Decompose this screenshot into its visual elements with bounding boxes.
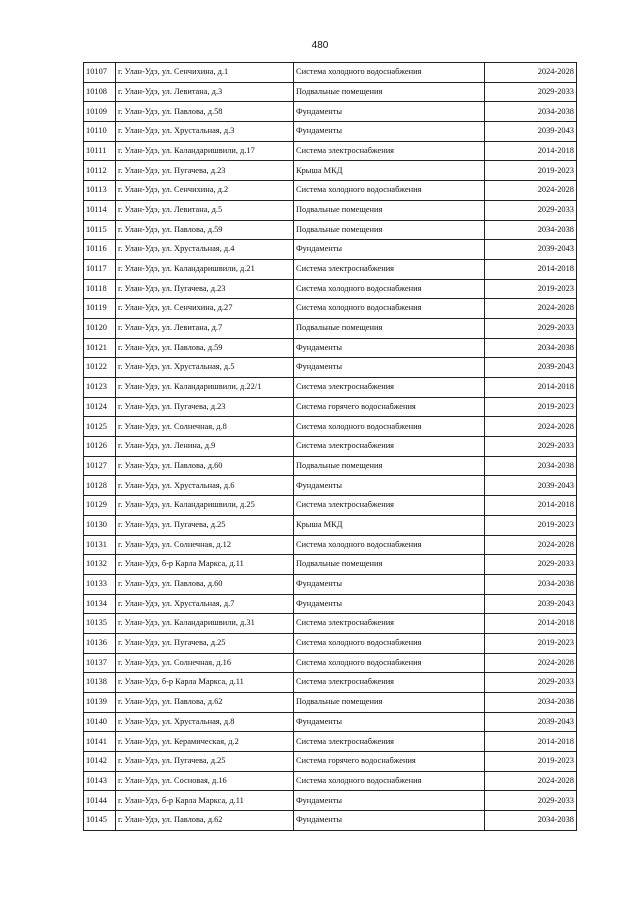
period-cell: 2024-2028 — [485, 417, 577, 437]
table-row — [84, 811, 577, 831]
row-number-cell: 10138 — [84, 673, 116, 693]
table-row — [84, 299, 577, 319]
period-cell: 2034-2038 — [485, 811, 577, 831]
address-cell: г. Улан-Удэ, ул. Павлова, д.59 — [116, 338, 294, 358]
address-cell: г. Улан-Удэ, ул. Пугачева, д.25 — [116, 752, 294, 772]
table-row — [84, 259, 577, 279]
row-number-cell: 10111 — [84, 141, 116, 161]
period-cell: 2014-2018 — [485, 614, 577, 634]
period-cell: 2034-2038 — [485, 693, 577, 713]
system-cell: Фундаменты — [294, 594, 485, 614]
table-row — [84, 358, 577, 378]
period-cell: 2019-2023 — [485, 515, 577, 535]
period-cell: 2029-2033 — [485, 200, 577, 220]
period-cell: 2029-2033 — [485, 791, 577, 811]
row-number-cell: 10117 — [84, 259, 116, 279]
system-cell: Система электроснабжения — [294, 496, 485, 516]
registry-table-body — [84, 63, 577, 831]
system-cell: Подвальные помещения — [294, 82, 485, 102]
row-number-cell: 10130 — [84, 515, 116, 535]
system-cell: Фундаменты — [294, 476, 485, 496]
row-number-cell: 10119 — [84, 299, 116, 319]
period-cell: 2019-2023 — [485, 161, 577, 181]
row-number-cell: 10115 — [84, 220, 116, 240]
table-row — [84, 496, 577, 516]
row-number-cell: 10121 — [84, 338, 116, 358]
row-number-cell: 10129 — [84, 496, 116, 516]
system-cell: Крыша МКД — [294, 515, 485, 535]
system-cell: Система электроснабжения — [294, 259, 485, 279]
period-cell: 2024-2028 — [485, 653, 577, 673]
row-number-cell: 10132 — [84, 555, 116, 575]
system-cell: Система холодного водоснабжения — [294, 181, 485, 201]
system-cell: Система холодного водоснабжения — [294, 417, 485, 437]
period-cell: 2014-2018 — [485, 141, 577, 161]
period-cell: 2029-2033 — [485, 318, 577, 338]
row-number-cell: 10142 — [84, 752, 116, 772]
table-row — [84, 417, 577, 437]
address-cell: г. Улан-Удэ, ул. Пугачева, д.25 — [116, 515, 294, 535]
address-cell: г. Улан-Удэ, ул. Каландаришвили, д.22/1 — [116, 378, 294, 398]
row-number-cell: 10144 — [84, 791, 116, 811]
address-cell: г. Улан-Удэ, б-р Карла Маркса, д.11 — [116, 673, 294, 693]
row-number-cell: 10109 — [84, 102, 116, 122]
address-cell: г. Улан-Удэ, ул. Пугачева, д.25 — [116, 633, 294, 653]
system-cell: Фундаменты — [294, 358, 485, 378]
table-row — [84, 200, 577, 220]
address-cell: г. Улан-Удэ, ул. Хрустальная, д.7 — [116, 594, 294, 614]
row-number-cell: 10116 — [84, 240, 116, 260]
period-cell: 2019-2023 — [485, 279, 577, 299]
period-cell: 2014-2018 — [485, 259, 577, 279]
row-number-cell: 10113 — [84, 181, 116, 201]
address-cell: г. Улан-Удэ, ул. Каландаришвили, д.25 — [116, 496, 294, 516]
address-cell: г. Улан-Удэ, ул. Каландаришвили, д.21 — [116, 259, 294, 279]
address-cell: г. Улан-Удэ, ул. Левитана, д.7 — [116, 318, 294, 338]
row-number-cell: 10137 — [84, 653, 116, 673]
table-row — [84, 712, 577, 732]
table-row — [84, 752, 577, 772]
table-row — [84, 161, 577, 181]
system-cell: Система холодного водоснабжения — [294, 279, 485, 299]
page-number: 480 — [311, 40, 329, 51]
period-cell: 2029-2033 — [485, 437, 577, 457]
address-cell: г. Улан-Удэ, ул. Каландаришвили, д.17 — [116, 141, 294, 161]
row-number-cell: 10128 — [84, 476, 116, 496]
period-cell: 2034-2038 — [485, 574, 577, 594]
system-cell: Подвальные помещения — [294, 693, 485, 713]
address-cell: г. Улан-Удэ, ул. Пугачева, д.23 — [116, 279, 294, 299]
row-number-cell: 10114 — [84, 200, 116, 220]
address-cell: г. Улан-Удэ, ул. Павлова, д.58 — [116, 102, 294, 122]
system-cell: Фундаменты — [294, 122, 485, 142]
system-cell: Система электроснабжения — [294, 614, 485, 634]
address-cell: г. Улан-Удэ, ул. Сенчихина, д.2 — [116, 181, 294, 201]
table-row — [84, 476, 577, 496]
period-cell: 2024-2028 — [485, 299, 577, 319]
row-number-cell: 10145 — [84, 811, 116, 831]
period-cell: 2019-2023 — [485, 633, 577, 653]
address-cell: г. Улан-Удэ, ул. Сенчихина, д.1 — [116, 63, 294, 83]
table-row — [84, 535, 577, 555]
row-number-cell: 10143 — [84, 771, 116, 791]
system-cell: Система электроснабжения — [294, 732, 485, 752]
table-row — [84, 338, 577, 358]
row-number-cell: 10125 — [84, 417, 116, 437]
table-row — [84, 673, 577, 693]
system-cell: Система электроснабжения — [294, 378, 485, 398]
table-row — [84, 141, 577, 161]
system-cell: Фундаменты — [294, 712, 485, 732]
address-cell: г. Улан-Удэ, ул. Павлова, д.60 — [116, 574, 294, 594]
table-row — [84, 515, 577, 535]
table-row — [84, 220, 577, 240]
system-cell: Фундаменты — [294, 791, 485, 811]
system-cell: Подвальные помещения — [294, 318, 485, 338]
period-cell: 2024-2028 — [485, 535, 577, 555]
system-cell: Подвальные помещения — [294, 456, 485, 476]
system-cell: Система холодного водоснабжения — [294, 299, 485, 319]
period-cell: 2039-2043 — [485, 712, 577, 732]
address-cell: г. Улан-Удэ, ул. Сосновая, д.16 — [116, 771, 294, 791]
row-number-cell: 10135 — [84, 614, 116, 634]
period-cell: 2014-2018 — [485, 378, 577, 398]
period-cell: 2014-2018 — [485, 732, 577, 752]
row-number-cell: 10112 — [84, 161, 116, 181]
system-cell: Система электроснабжения — [294, 673, 485, 693]
system-cell: Фундаменты — [294, 574, 485, 594]
address-cell: г. Улан-Удэ, ул. Керамическая, д.2 — [116, 732, 294, 752]
row-number-cell: 10122 — [84, 358, 116, 378]
system-cell: Система холодного водоснабжения — [294, 535, 485, 555]
period-cell: 2039-2043 — [485, 594, 577, 614]
system-cell: Система горячего водоснабжения — [294, 752, 485, 772]
table-row — [84, 633, 577, 653]
row-number-cell: 10141 — [84, 732, 116, 752]
system-cell: Фундаменты — [294, 102, 485, 122]
table-row — [84, 555, 577, 575]
system-cell: Подвальные помещения — [294, 220, 485, 240]
row-number-cell: 10108 — [84, 82, 116, 102]
address-cell: г. Улан-Удэ, ул. Каландаришвили, д.31 — [116, 614, 294, 634]
address-cell: г. Улан-Удэ, ул. Пугачева, д.23 — [116, 161, 294, 181]
table-row — [84, 181, 577, 201]
address-cell: г. Улан-Удэ, ул. Павлова, д.59 — [116, 220, 294, 240]
system-cell: Подвальные помещения — [294, 200, 485, 220]
registry-table — [83, 62, 577, 831]
address-cell: г. Улан-Удэ, ул. Пугачева, д.23 — [116, 397, 294, 417]
period-cell: 2039-2043 — [485, 476, 577, 496]
table-row — [84, 82, 577, 102]
row-number-cell: 10120 — [84, 318, 116, 338]
row-number-cell: 10126 — [84, 437, 116, 457]
row-number-cell: 10136 — [84, 633, 116, 653]
table-row — [84, 771, 577, 791]
system-cell: Фундаменты — [294, 338, 485, 358]
address-cell: г. Улан-Удэ, ул. Павлова, д.62 — [116, 693, 294, 713]
address-cell: г. Улан-Удэ, ул. Сенчихина, д.27 — [116, 299, 294, 319]
period-cell: 2019-2023 — [485, 397, 577, 417]
row-number-cell: 10118 — [84, 279, 116, 299]
table-row — [84, 240, 577, 260]
system-cell: Система электроснабжения — [294, 141, 485, 161]
system-cell: Система холодного водоснабжения — [294, 653, 485, 673]
address-cell: г. Улан-Удэ, ул. Солнечная, д.12 — [116, 535, 294, 555]
period-cell: 2039-2043 — [485, 358, 577, 378]
period-cell: 2034-2038 — [485, 220, 577, 240]
table-row — [84, 732, 577, 752]
address-cell: г. Улан-Удэ, ул. Солнечная, д.16 — [116, 653, 294, 673]
table-row — [84, 378, 577, 398]
row-number-cell: 10139 — [84, 693, 116, 713]
table-row — [84, 122, 577, 142]
table-row — [84, 791, 577, 811]
address-cell: г. Улан-Удэ, ул. Ленина, д.9 — [116, 437, 294, 457]
system-cell: Крыша МКД — [294, 161, 485, 181]
row-number-cell: 10127 — [84, 456, 116, 476]
address-cell: г. Улан-Удэ, ул. Левитана, д.5 — [116, 200, 294, 220]
row-number-cell: 10123 — [84, 378, 116, 398]
table-row — [84, 456, 577, 476]
address-cell: г. Улан-Удэ, ул. Левитана, д.3 — [116, 82, 294, 102]
address-cell: г. Улан-Удэ, ул. Хрустальная, д.6 — [116, 476, 294, 496]
system-cell: Система горячего водоснабжения — [294, 397, 485, 417]
period-cell: 2039-2043 — [485, 240, 577, 260]
address-cell: г. Улан-Удэ, ул. Павлова, д.62 — [116, 811, 294, 831]
period-cell: 2024-2028 — [485, 771, 577, 791]
period-cell: 2034-2038 — [485, 456, 577, 476]
system-cell: Система холодного водоснабжения — [294, 633, 485, 653]
address-cell: г. Улан-Удэ, ул. Солнечная, д.8 — [116, 417, 294, 437]
address-cell: г. Улан-Удэ, ул. Хрустальная, д.3 — [116, 122, 294, 142]
table-row — [84, 594, 577, 614]
table-row — [84, 693, 577, 713]
address-cell: г. Улан-Удэ, ул. Хрустальная, д.8 — [116, 712, 294, 732]
period-cell: 2024-2028 — [485, 181, 577, 201]
table-row — [84, 279, 577, 299]
address-cell: г. Улан-Удэ, ул. Хрустальная, д.5 — [116, 358, 294, 378]
address-cell: г. Улан-Удэ, б-р Карла Маркса, д.11 — [116, 555, 294, 575]
table-row — [84, 397, 577, 417]
period-cell: 2029-2033 — [485, 673, 577, 693]
system-cell: Система холодного водоснабжения — [294, 63, 485, 83]
row-number-cell: 10124 — [84, 397, 116, 417]
period-cell: 2039-2043 — [485, 122, 577, 142]
table-row — [84, 614, 577, 634]
row-number-cell: 10107 — [84, 63, 116, 83]
period-cell: 2034-2038 — [485, 102, 577, 122]
table-row — [84, 574, 577, 594]
system-cell: Фундаменты — [294, 811, 485, 831]
address-cell: г. Улан-Удэ, ул. Павлова, д.60 — [116, 456, 294, 476]
period-cell: 2034-2038 — [485, 338, 577, 358]
row-number-cell: 10131 — [84, 535, 116, 555]
table-row — [84, 653, 577, 673]
system-cell: Подвальные помещения — [294, 555, 485, 575]
row-number-cell: 10140 — [84, 712, 116, 732]
period-cell: 2029-2033 — [485, 82, 577, 102]
table-row — [84, 102, 577, 122]
row-number-cell: 10110 — [84, 122, 116, 142]
period-cell: 2029-2033 — [485, 555, 577, 575]
row-number-cell: 10134 — [84, 594, 116, 614]
period-cell: 2024-2028 — [485, 63, 577, 83]
address-cell: г. Улан-Удэ, б-р Карла Маркса, д.11 — [116, 791, 294, 811]
system-cell: Система электроснабжения — [294, 437, 485, 457]
period-cell: 2014-2018 — [485, 496, 577, 516]
system-cell: Фундаменты — [294, 240, 485, 260]
table-row — [84, 437, 577, 457]
period-cell: 2019-2023 — [485, 752, 577, 772]
system-cell: Система холодного водоснабжения — [294, 771, 485, 791]
row-number-cell: 10133 — [84, 574, 116, 594]
table-row — [84, 63, 577, 83]
table-row — [84, 318, 577, 338]
address-cell: г. Улан-Удэ, ул. Хрустальная, д.4 — [116, 240, 294, 260]
